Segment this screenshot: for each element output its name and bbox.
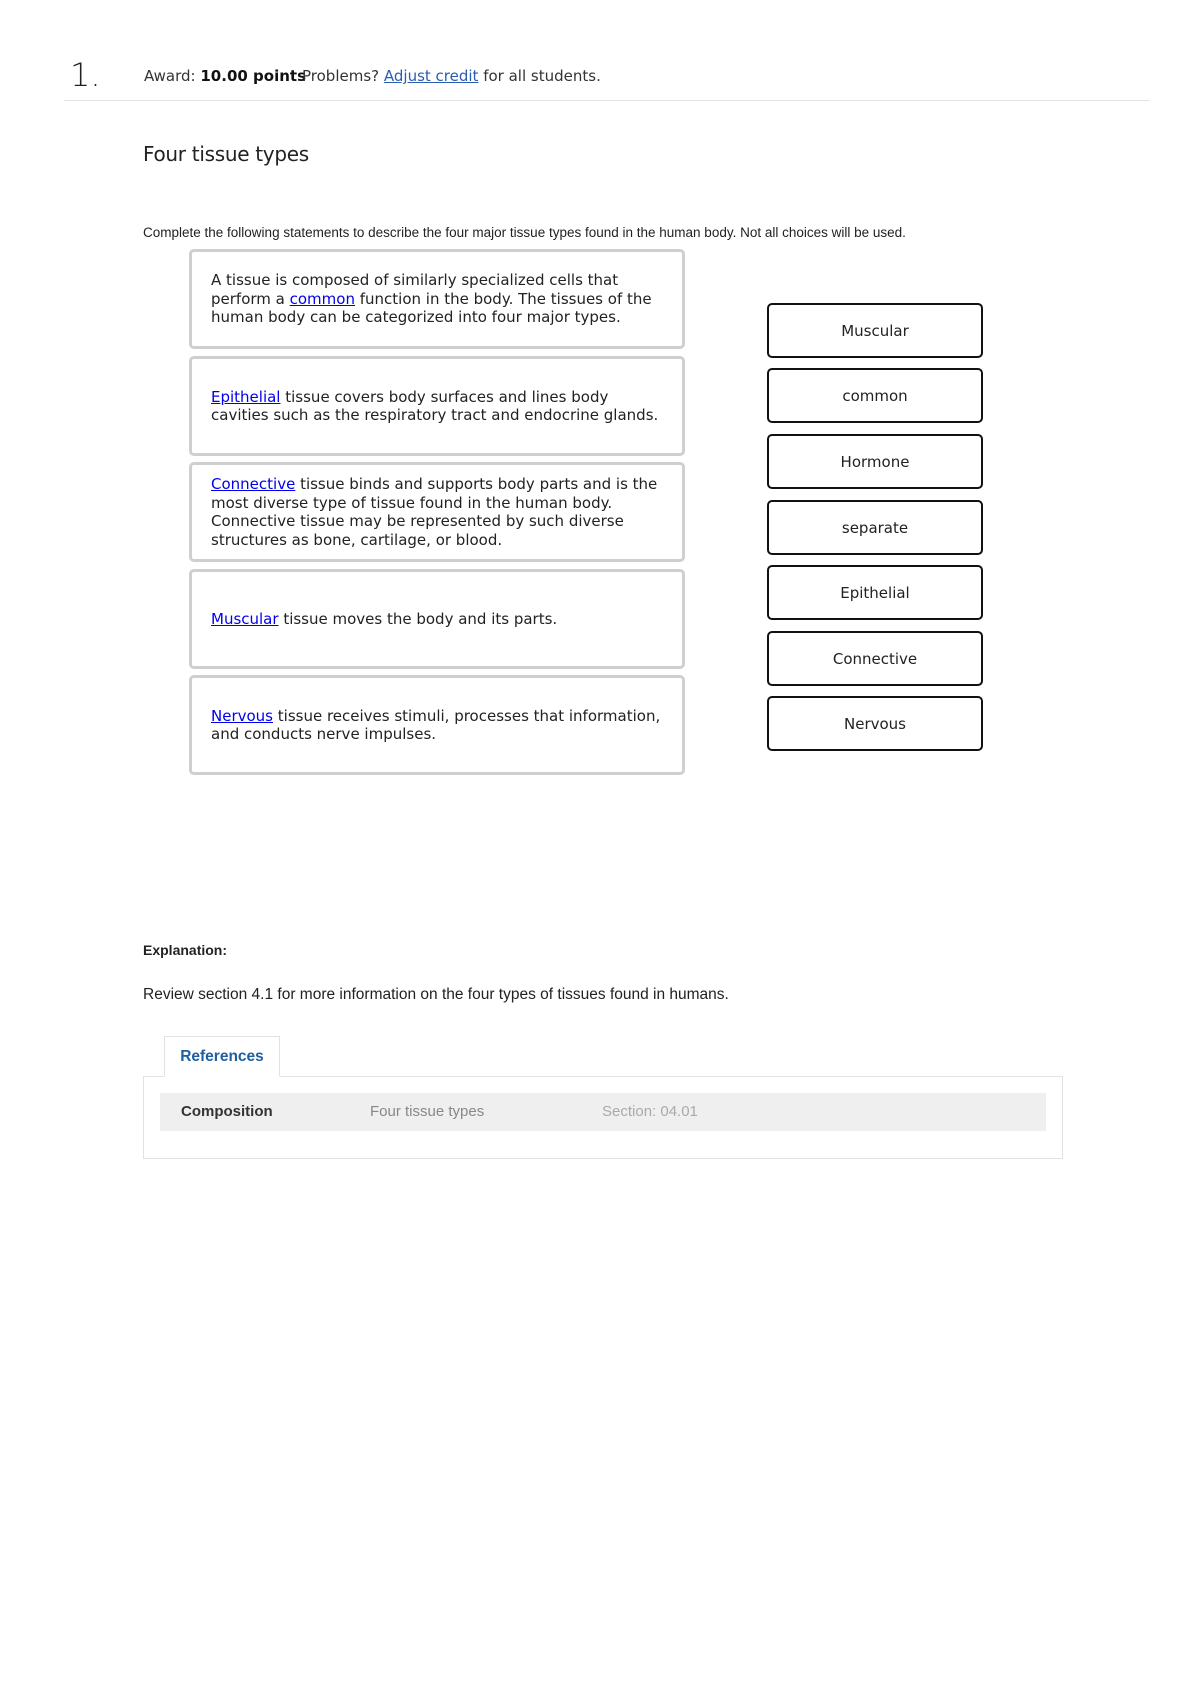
choice-chip[interactable]: common — [767, 368, 983, 423]
statement-box[interactable] — [189, 356, 685, 456]
filled-answer[interactable]: Muscular — [211, 609, 279, 628]
statement-box[interactable] — [189, 569, 685, 669]
filled-answer[interactable]: common — [289, 289, 355, 308]
choice-chip[interactable]: Nervous — [767, 696, 983, 751]
filled-answer[interactable]: Connective — [211, 475, 296, 493]
header-divider — [64, 100, 1150, 101]
explanation-text: Review section 4.1 for more information on the four types of tissues found in humans. — [143, 986, 729, 1003]
filled-answer[interactable]: Nervous — [211, 706, 273, 725]
problems-info — [302, 67, 601, 85]
choice-chip[interactable]: Epithelial — [767, 565, 983, 620]
question-title: Four tissue types — [143, 142, 309, 166]
adjust-suffix: for all students. — [483, 67, 601, 85]
statement-text: Nervous tissue receives stimuli, processes that information, and conducts nerve impulses. — [211, 706, 661, 743]
statement-box[interactable] — [189, 249, 685, 349]
statement-text: Epithelial tissue covers body surfaces and lines body cavities such as the respiratory tract and endocrine glands. — [211, 387, 659, 424]
reference-row — [160, 1093, 1046, 1131]
explanation-heading: Explanation: — [143, 942, 228, 958]
instructions: Complete the following statements to describe the four major tissue types found in the human body. Not all choices will be used. — [143, 225, 906, 240]
award-value: 10.00 points — [200, 67, 307, 85]
references-tab[interactable]: References — [164, 1036, 280, 1077]
choice-chip[interactable]: Hormone — [767, 434, 983, 489]
statement-box[interactable] — [189, 675, 685, 775]
choice-chip[interactable]: Muscular — [767, 303, 983, 358]
reference-type: Composition — [181, 1103, 273, 1120]
award-label: Award: — [144, 67, 196, 85]
award-info — [144, 67, 306, 85]
question-number: 1. — [70, 56, 101, 94]
reference-section: Section: 04.01 — [602, 1103, 698, 1120]
statement-text: Muscular tissue moves the body and its parts. — [211, 609, 558, 628]
problems-label: Problems? — [302, 67, 380, 85]
statement-box[interactable] — [189, 462, 685, 562]
filled-answer[interactable]: Epithelial — [211, 387, 281, 406]
choice-chip[interactable]: Connective — [767, 631, 983, 686]
statement-text: Connective tissue binds and supports body parts and is the most diverse type of tissue found in the human body. Connective tissue may be represented by such diverse structures as bone, cartilage, or blood. — [211, 475, 658, 549]
reference-topic: Four tissue types — [370, 1103, 485, 1120]
choice-chip[interactable]: separate — [767, 500, 983, 555]
statement-text: A tissue is composed of similarly specialized cells that perform a common function in the body. The tissues of the human body can be categorized into four major types. — [211, 271, 652, 327]
adjust-credit-link[interactable]: Adjust credit — [383, 67, 479, 85]
